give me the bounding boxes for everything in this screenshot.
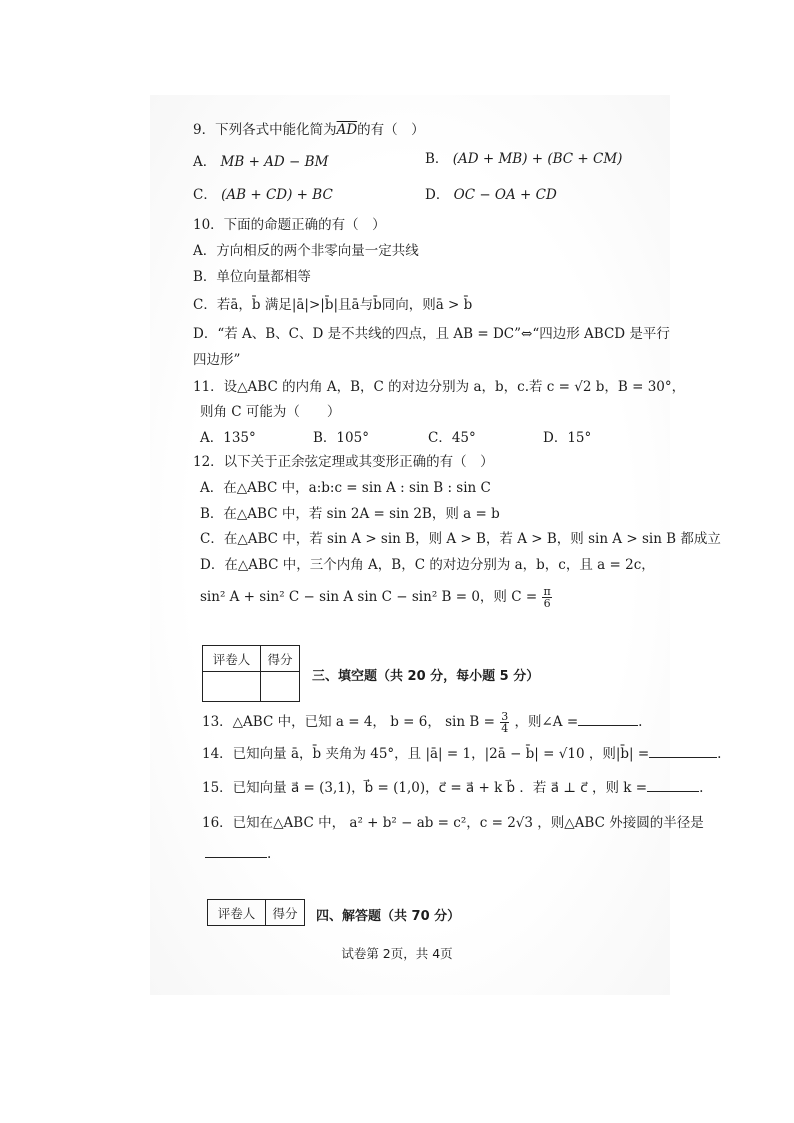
q11-option-d: D．15° [543, 430, 592, 446]
q12-option-d-line1: D．在△ABC 中，三个内角 A，B，C 的对边分别为 a，b，c，且 a = 2c， [200, 557, 655, 573]
q12-answer-fraction [542, 586, 551, 609]
q16-end: . [267, 846, 272, 862]
q9-option-b [425, 150, 622, 168]
grader-label: 评卷人 [203, 646, 261, 672]
section4-title: 四、解答题（共 70 分） [316, 909, 461, 924]
q11-option-a: A．135° [200, 430, 256, 446]
q9-option-b-expr: (AD + MB) + (BC + CM) [452, 151, 623, 167]
score-cell[interactable] [260, 672, 299, 702]
q9-option-d [425, 186, 557, 204]
grader-cell[interactable] [203, 672, 261, 702]
grader-label: 评卷人 [208, 900, 266, 926]
q12-option-c: C．在△ABC 中，若 sin A > sin B，则 A > B，若 A > B，则 sin A > sin B 都成立 [200, 531, 721, 547]
q15-answer-blank[interactable] [647, 779, 699, 792]
q16-line1: 16．已知在△ABC 中， a² + b² − ab = c²，c = 2√3 ，则△ABC 外接圆的半径是 [202, 815, 704, 831]
q10-option-c-prefix: C．若 [193, 297, 231, 313]
q16-answer-blank[interactable] [205, 845, 267, 858]
q9-option-a [193, 153, 328, 171]
q11-option-c: C．45° [428, 430, 476, 446]
score-label: 得分 [265, 900, 304, 926]
score-label: 得分 [260, 646, 299, 672]
q10-stem: 10．下面的命题正确的有（ ） [193, 217, 386, 233]
q9-stem-vector: $\overline{AD}$ [336, 122, 358, 138]
q9-stem [193, 121, 425, 139]
section3-score-box [202, 645, 300, 702]
fraction-denominator: 6 [543, 597, 551, 610]
fraction-denominator: 4 [501, 722, 509, 735]
q15 [202, 779, 703, 797]
q9-stem-suffix: 的有（ ） [357, 122, 425, 138]
q12-stem: 12．以下关于正余弦定理或其变形正确的有（ ） [193, 454, 494, 470]
q14-prefix: 14．已知向量 ā，b̄ 夹角为 45°，且 |ā| = 1，|2ā − b̄| = √10 ，则|b̄| = [202, 746, 650, 762]
q13-answer-blank[interactable] [578, 713, 638, 726]
q13 [202, 711, 642, 734]
q10-option-c [193, 296, 472, 314]
q10-option-a: A．方向相反的两个非零向量一定共线 [193, 243, 419, 259]
q14-answer-blank[interactable] [649, 745, 717, 758]
q13-suffix: ，则∠A = [514, 714, 579, 730]
q14-end: . [717, 746, 722, 762]
q10-option-b: B．单位向量都相等 [193, 269, 311, 285]
q15-end: . [699, 780, 704, 796]
q9-option-b-label: B． [425, 151, 449, 167]
q9-option-a-expr: MB + AD − BM [220, 154, 329, 170]
q12-option-b: B．在△ABC 中，若 sin 2A = sin 2B，则 a = b [200, 506, 500, 522]
q12-option-d-line2 [200, 586, 553, 609]
fraction-numerator: π [543, 585, 551, 598]
q10-option-d-line1: D．“若 A、B、C、D 是不共线的四点，且 AB = DC”⇔“四边形 ABCD 是平行 [193, 326, 670, 342]
fraction-numerator: 3 [501, 710, 509, 723]
q12-option-d-formula: sin² A + sin² C − sin A sin C − sin² B = 0，则 C = [200, 589, 538, 605]
q11-stem-line1: 11．设△ABC 的内角 A，B，C 的对边分别为 a，b，c.若 c = √2 b，B = 30°， [193, 379, 686, 395]
q9-option-a-label: A． [193, 154, 217, 170]
q10-option-c-text: ā，b̄ 满足|ā|>|b̄|且ā与b̄同向，则ā > b̄ [230, 297, 473, 313]
q14 [202, 745, 721, 763]
q10-option-d-line2: 四边形” [193, 352, 241, 368]
section3-title: 三、填空题（共 20 分，每小题 5 分） [312, 669, 540, 684]
q11-stem-line2: 则角 C 可能为（ ） [200, 404, 341, 420]
q9-option-d-label: D． [425, 187, 450, 203]
q9-option-c-label: C． [193, 187, 217, 203]
q9-option-c-expr: (AB + CD) + BC [221, 187, 333, 203]
q12-option-a: A．在△ABC 中，a:b:c = sin A : sin B : sin C [200, 480, 491, 496]
q16-line2 [205, 845, 271, 863]
q9-option-c [193, 186, 333, 204]
q9-stem-prefix: 9．下列各式中能化简为 [193, 122, 337, 138]
q9-option-d-expr: OC − OA + CD [453, 187, 557, 203]
q13-end: . [638, 714, 643, 730]
q13-prefix: 13．△ABC 中，已知 a = 4， b = 6， sin B = [202, 714, 495, 730]
page-footer: 试卷第 2页，共 4页 [341, 946, 453, 961]
section4-score-box [207, 899, 305, 926]
q15-prefix: 15．已知向量 a⃗ = (3,1)，b⃗ = (1,0)，c⃗ = a⃗ + k b⃗ ．若 a⃗ ⊥ c⃗ ，则 k = [202, 780, 648, 796]
q13-fraction [500, 711, 509, 734]
q11-option-b: B．105° [313, 430, 369, 446]
